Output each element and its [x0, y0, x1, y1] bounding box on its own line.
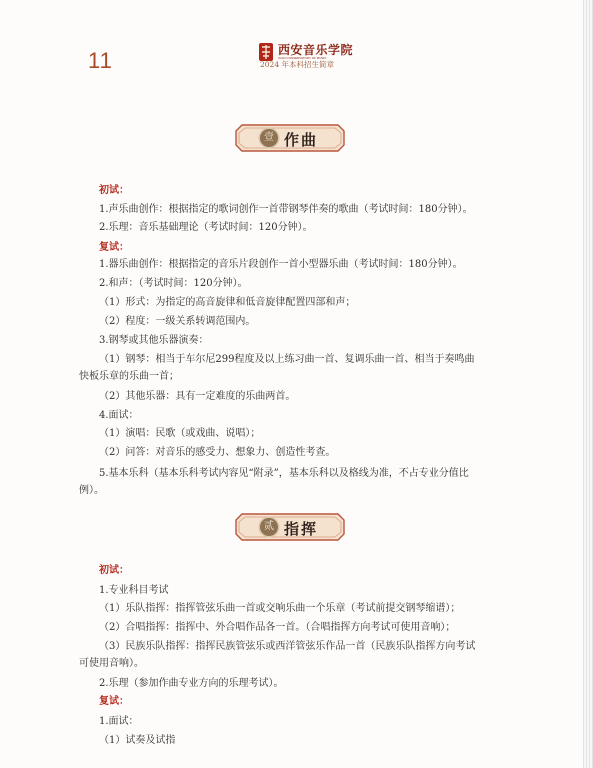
brochure-subtitle: 2024 年本科招生简章 [260, 60, 334, 69]
school-logo [258, 40, 358, 70]
body-text-line: （3）民族乐队指挥：指挥民族管弦乐或西洋管弦乐作品一首（民族乐队指挥方向考试 [99, 641, 476, 652]
body-text-line: 快板乐章的乐曲一首； [79, 371, 179, 382]
page-edge [583, 0, 593, 768]
banner-badge [260, 518, 278, 536]
body-text-line: （2）程度：一级关系转调范围内。 [99, 316, 256, 327]
section-banner [234, 512, 346, 542]
body-text-line: 例）。 [79, 485, 104, 496]
page-number: 11 [88, 48, 113, 73]
section-subheading: 初试： [99, 565, 129, 576]
body-text-line: 2.乐理（参加作曲专业方向的乐理考试）。 [99, 678, 284, 689]
section-subheading: 初试： [99, 185, 129, 196]
body-text-line: （2）问答：对音乐的感受力、想象力、创造性考查。 [99, 447, 336, 458]
body-text-line: 1.专业科目考试 [99, 585, 169, 596]
body-text-line: （2）其他乐器：具有一定难度的乐曲两首。 [99, 391, 296, 402]
body-text-line: （1）试奏及试指 [99, 735, 176, 746]
body-text-line: （2）合唱指挥：指挥中、外合唱作品各一首。（合唱指挥方向考试可使用音响）； [99, 622, 456, 633]
body-text-line: 可使用音响）。 [79, 658, 144, 669]
body-text-line: 4.面试： [99, 410, 139, 421]
body-text-line: 3.钢琴或其他乐器演奏： [99, 335, 209, 346]
section-title: 作曲 [284, 131, 319, 149]
body-text-line: （1）演唱：民歌（或戏曲、说唱）； [99, 428, 261, 439]
body-text-line: 2.和声：（考试时间：120分钟）。 [99, 278, 248, 289]
school-english-name: XI'AN CONSERVATORY OF MUSIC [278, 56, 327, 60]
banner-badge [260, 129, 278, 147]
banner-badge-text: 贰 [264, 521, 274, 532]
body-text-line: 1.声乐曲创作：根据指定的歌词创作一首带钢琴伴奏的歌曲（考试时间：180分钟）。 [99, 204, 473, 215]
body-text-line: 1.器乐曲创作：根据指定的音乐片段创作一首小型器乐曲（考试时间：180分钟）。 [99, 259, 463, 270]
body-text-line: （1）钢琴：相当于车尔尼299程度及以上练习曲一首、复调乐曲一首、相当于奏鸣曲 [99, 354, 475, 365]
body-text-line: 5.基本乐科（基本乐科考试内容见“附录”，基本乐科以及格线为准，不占专业分值比 [99, 468, 469, 479]
banner-badge-text: 壹 [264, 132, 274, 143]
school-name: 西安音乐学院 [278, 43, 354, 57]
body-text-line: （1）形式：为指定的高音旋律和低音旋律配置四部和声； [99, 297, 356, 308]
body-text-line: 2.乐理：音乐基础理论（考试时间：120分钟）。 [99, 222, 313, 233]
section-subheading: 复试： [99, 696, 129, 707]
section-banner [234, 123, 346, 153]
section-subheading: 复试： [99, 242, 129, 253]
body-text-line: 1.面试： [99, 716, 139, 727]
section-title: 指挥 [284, 520, 319, 538]
body-text-line: （1）乐队指挥：指挥管弦乐曲一首或交响乐曲一个乐章（考试前提交钢琴缩谱）； [99, 603, 461, 614]
